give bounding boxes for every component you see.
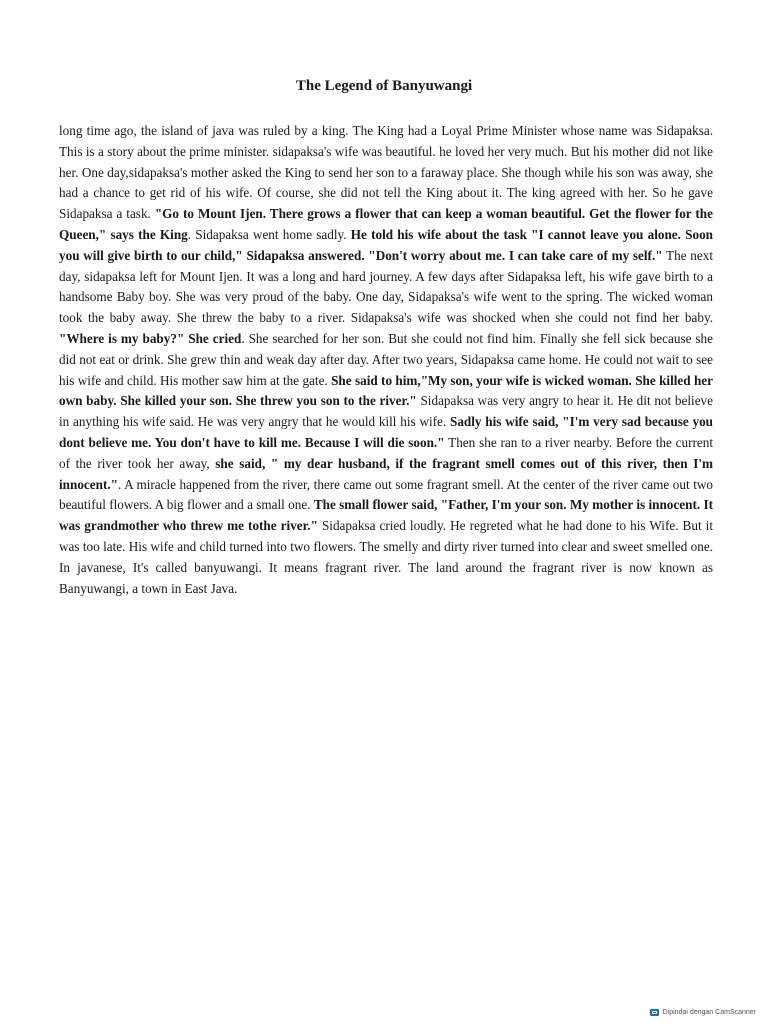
camscanner-watermark [650, 1009, 756, 1016]
story-segment-bold: "Go to Mount Ijen. There grows a flower that can keep a woman beautiful. Get the flower for the Queen," says the King [59, 206, 713, 242]
story-body [59, 121, 713, 599]
story-segment: The next day, sidapaksa left for Mount Ijen. It was a long and hard journey. A few days after Sidapaksa left, his wife gave birth to a handsome Baby boy. She was very proud of the baby. One day, Sidapaksa's wife went to the spring. The wicked woman took the baby away. She threw the baby to a river. Sidapaksa's wife was shocked when she could not find her baby. [59, 247, 713, 326]
story-segment-bold: He told his wife about the task "I cannot leave you alone. Soon you will give birth to our child," Sidapaksa answered. "Don't worry about me. I can take care of my self." [59, 226, 713, 263]
story-segment: Sidapaksa cried loudly. He regreted what he had done to his Wife. But it was too late. His wife and child turned into two flowers. The smelly and dirty river turned into clear and sweet smelled one. In javanese, It's called banyuwangi. It means fragrant river. The land around the fragrant river is now known as Banyuwangi, a town in East Java. [59, 518, 713, 596]
story-segment-bold: "Where is my baby?" She cried [59, 330, 242, 346]
story-segment: long time ago, the island of java was ruled by a king. The King had a Loyal Prime Minister whose name was Sidapaksa. This is a story about the prime minister. sidapaksa's wife was beautiful. he loved her very much. But his mother did not like her. One day,sidapaksa's mother asked the King to send her son to a faraway place. She though while his son was away, she had a chance to get rid of his wife. Of course, she did not tell the King about it. The king agreed with her. So he gave Sidapaksa a task. [59, 123, 713, 222]
story-segment: . A miracle happened from the river, there came out some fragrant smell. At the center of the river came out two beautiful flowers. A big flower and a small one. [59, 476, 713, 513]
story-segment-bold: She said to him,"My son, your wife is wicked woman. She killed her own baby. She killed your son. She threw you son to the river." [59, 372, 713, 409]
story-segment-bold: she said, " my dear husband, if the fragrant smell comes out of this river, then I'm innocent." [59, 455, 713, 492]
story-segment: Then she ran to a river nearby. Before the current of the river took her away, [59, 434, 713, 471]
page-title: The Legend of Banyuwangi [295, 78, 473, 94]
story-segment-bold: The small flower said, "Father, I'm your son. My mother is innocent. It was grandmother who threw me tothe river." [59, 497, 713, 534]
story-segment: . She searched for her son. But she could not find him. Finally she fell sick because she did not eat or drink. She grew thin and weak day after day. After two years, Sidapaksa came home. He could not wait to see his wife and child. His mother saw him at the gate. [59, 330, 713, 388]
story-segment: . Sidapaksa went home sadly. [187, 226, 351, 242]
camscanner-logo-icon [650, 1009, 659, 1016]
story-segment-bold: Sadly his wife said, "I'm very sad because you dont believe me. You don't have to kill me. Because I will die soon." [59, 414, 714, 450]
watermark-text: Dipindai dengan CamScanner [662, 1009, 756, 1016]
story-segment: Sidapaksa was very angry to hear it. He dit not believe in anything his wife said. He was very angry that he would kill his wife. [59, 393, 713, 430]
